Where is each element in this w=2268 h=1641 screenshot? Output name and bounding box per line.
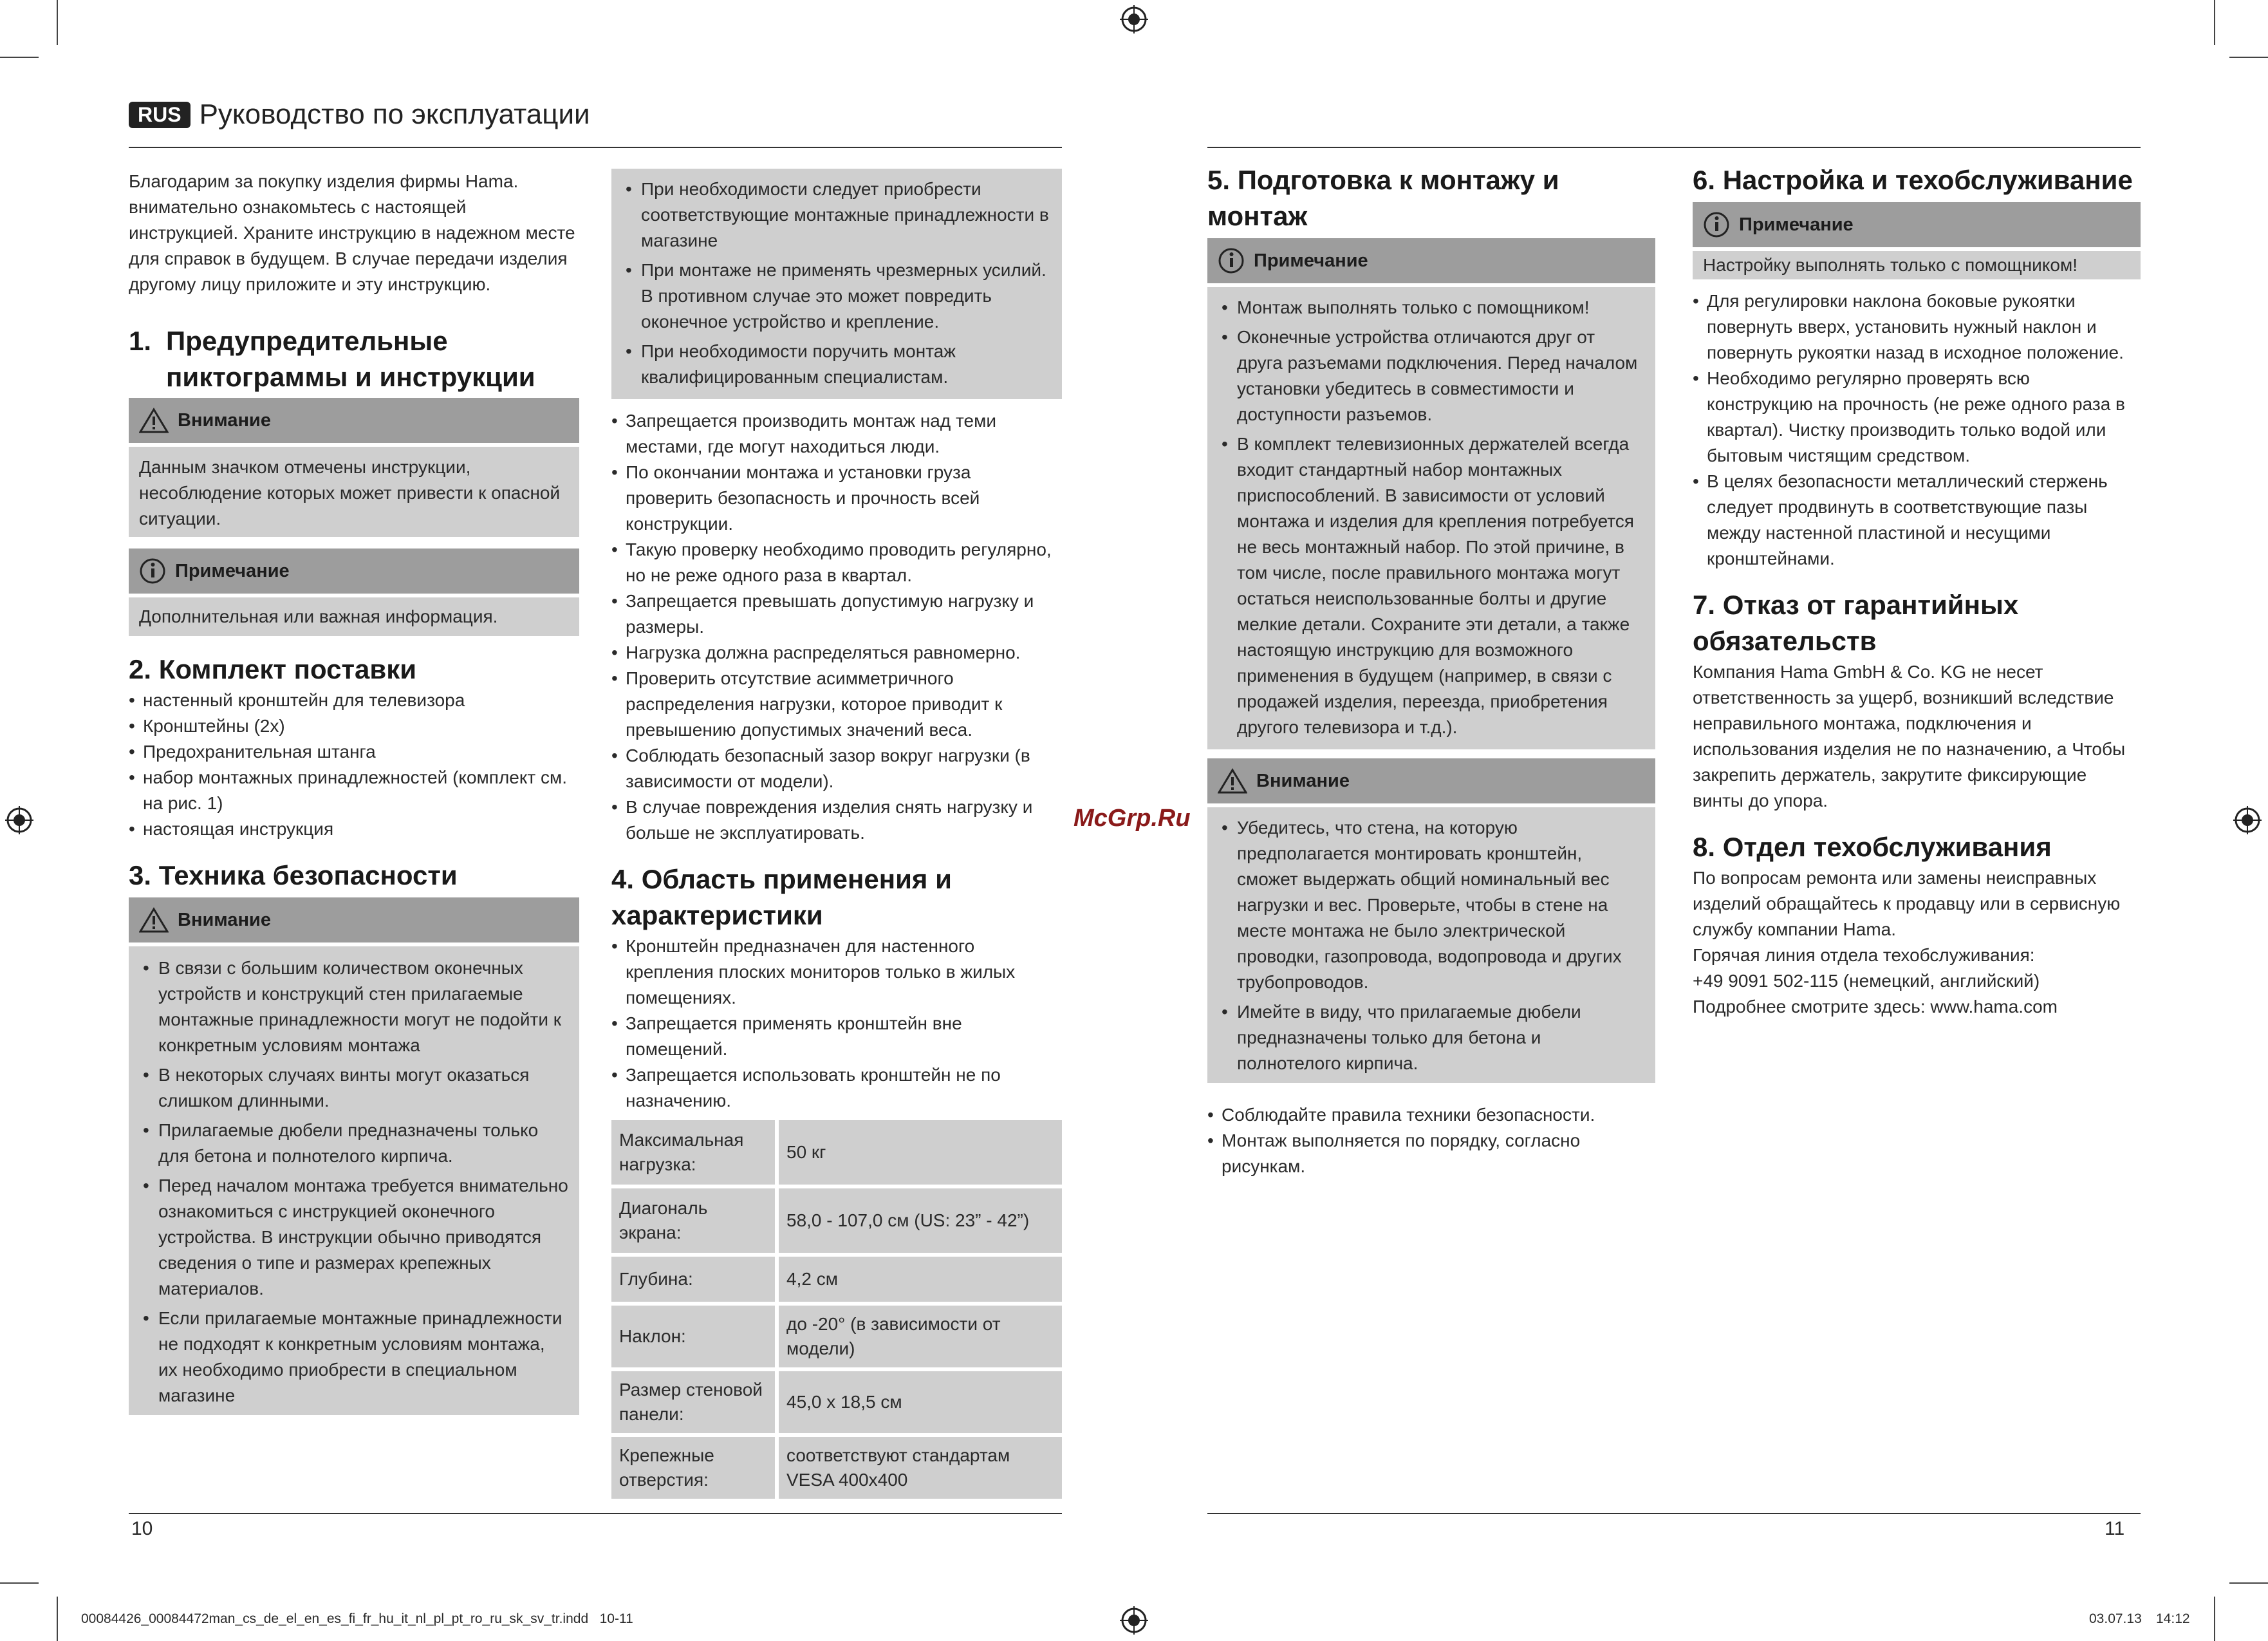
warning-body — [129, 946, 579, 1415]
page-number-left: 10 — [131, 1518, 153, 1539]
section-number: 1. — [129, 326, 152, 356]
warning-header — [129, 398, 579, 443]
spec-value: 4,2 см — [779, 1257, 1062, 1302]
spec-value: соответствуют стандартам VESA 400x400 — [779, 1437, 1062, 1499]
section-4-heading — [611, 861, 1062, 933]
list-item: • Монтаж выполнять только с помощником! — [1218, 295, 1645, 321]
list-item: • Имейте в виду, что прилагаемые дюбели предназначены только для бетона и полнотелого кирпича. — [1218, 999, 1645, 1076]
list-item: • Запрещается превышать допустимую нагрузку и размеры. — [611, 588, 1062, 640]
warranty-text: Компания Hama GmbH & Co. KG не несет ответственность за ущерб, возникший вследствие неправильного монтажа, подключения и использования изделия не по назначению, а Чтобы закрепить держатель, закрутите фиксирующие винты до упора. — [1693, 662, 2126, 811]
spec-label: Диагональ экрана: — [611, 1188, 775, 1253]
crop-mark — [57, 0, 58, 45]
list-item: • набор монтажных принадлежностей (комплект см. на рис. 1) — [129, 765, 579, 816]
mounting-list — [1207, 1102, 1655, 1179]
crop-mark — [2229, 1582, 2268, 1584]
spec-label: Размер стеновой панели: — [611, 1371, 775, 1433]
crop-mark — [0, 57, 39, 58]
list-item: • Кронштейны (2x) — [129, 713, 579, 739]
list-item: • Перед началом монтажа требуется внимательно ознакомиться с инструкцией оконечного устройства. В инструкции обычно приводятся сведения о типе и размерах крепежных материалов. — [139, 1173, 569, 1302]
note-box — [129, 549, 579, 636]
spec-label: Максимальная нагрузка: — [611, 1120, 775, 1185]
safety-warning-continued — [611, 169, 1062, 399]
list-item: • Запрещается применять кронштейн вне помещений. — [611, 1011, 1062, 1062]
list-item: • В комплект телевизионных держателей всегда входит стандартный набор монтажных приспособлений. В зависимости от условий монтажа и изделия для крепления потребуется не весь монтажный набор. По этой причине, в том числе, после правильного монтажа могут остаться неиспользованные болты и другие мелкие детали. Сохраните эти детали, а также настоящую инструкцию для возможного применения в будущем (например, в связи с продажей изделия, переезда, приобретения другого телевизора и т.д.). — [1218, 431, 1645, 740]
list-item: • Убедитесь, что стена, на которую предполагается монтировать кронштейн, сможет выдержать общий номинальный вес нагрузки и вес. Проверьте, чтобы в стене на месте монтажа не было электрической проводки, газопровода, водопровода и других трубопроводов. — [1218, 815, 1645, 995]
header-rule — [1207, 147, 2141, 148]
warning-triangle-icon — [139, 907, 169, 933]
column-2 — [611, 169, 1062, 1503]
print-date: 03.07.13 — [2089, 1611, 2142, 1626]
hotline-number: +49 9091 502-115 (немецкий, английский) — [1693, 971, 2040, 991]
spec-label: Наклон: — [611, 1306, 775, 1367]
warning-header — [1207, 758, 1655, 803]
list-item: • Запрещается использовать кронштейн не по назначению. — [611, 1062, 1062, 1114]
list-item: • Запрещается производить монтаж над теми местами, где могут находиться люди. — [611, 408, 1062, 460]
header-rule — [129, 147, 1062, 148]
registration-mark-icon — [1120, 5, 1148, 33]
warning-box — [129, 398, 579, 537]
page-header — [129, 98, 590, 131]
list-item: • По окончании монтажа и установки груза проверить безопасность и прочность всей конструкции. — [611, 460, 1062, 537]
list-item: • Соблюдайте правила техники безопасности. — [1207, 1102, 1655, 1128]
info-icon — [1703, 211, 1730, 238]
note-box — [1207, 238, 1655, 749]
warning-triangle-icon — [139, 408, 169, 433]
spec-label: Крепежные отверстия: — [611, 1437, 775, 1499]
column-3 — [1207, 162, 1655, 1179]
list-item: • При монтаже не применять чрезмерных усилий. В противном случае это может повредить оконечное устройство и крепление. — [622, 258, 1052, 335]
note-label: Примечание — [175, 560, 290, 581]
section-title: 7. Отказ от гарантийных — [1693, 590, 2019, 620]
list-item: • Проверить отсутствие асимметричного распределения нагрузки, которое приводит к превышению допустимых значений веса. — [611, 666, 1062, 743]
spec-value: 50 кг — [779, 1120, 1062, 1185]
section-5-title: 5. Подготовка к монтажу и — [1207, 165, 1559, 195]
warning-label: Внимание — [178, 909, 271, 930]
print-time: 14:12 — [2156, 1611, 2190, 1626]
more-info-text: Подробнее смотрите здесь: www.hama.com — [1693, 997, 2058, 1017]
intro-text: Благодарим за покупку изделия фирмы Hama. внимательно ознакомьтесь с настоящей инструкцией. Храните инструкцию в надежном месте для справок в будущем. В случае передачи изделия другому лицу приложите и эту инструкцию. — [129, 171, 575, 294]
warning-body — [1207, 807, 1655, 1083]
table-row — [611, 1306, 1062, 1367]
column-4 — [1693, 162, 2141, 1020]
list-item: • В целях безопасности металлический стержень следует продвинуть в соответствующие пазы между настенной пластиной и несущими кронштейнами. — [1693, 469, 2141, 572]
specs-table — [608, 1116, 1066, 1503]
page-title: Руководство по эксплуатации — [199, 98, 590, 130]
warning-body — [129, 447, 579, 537]
note-box — [1693, 202, 2141, 279]
list-item: • Кронштейн предназначен для настенного крепления плоских мониторов только в жилых помещениях. — [611, 933, 1062, 1011]
note-text: Настройку выполнять только с помощником! — [1703, 255, 2077, 275]
table-row — [611, 1437, 1062, 1499]
list-item: • В случае повреждения изделия снять нагрузку и больше не эксплуатировать. — [611, 794, 1062, 846]
list-item: • Оконечные устройства отличаются друг от друга разъемами подключения. Перед началом установки убедитесь в совместимости и доступности разъемов. — [1218, 324, 1645, 427]
column-1 — [129, 169, 579, 1415]
section-7-heading — [1693, 587, 2141, 659]
section-title: Предупредительные — [166, 326, 448, 356]
hotline-label: Горячая линия отдела техобслуживания: — [1693, 945, 2035, 965]
language-badge: RUS — [129, 102, 191, 128]
section-title: 4. Область применения и — [611, 864, 952, 894]
section-5-title: монтаж — [1207, 201, 1308, 231]
list-item: • В некоторых случаях винты могут оказаться слишком длинными. — [139, 1062, 569, 1114]
registration-mark-icon — [5, 806, 33, 834]
list-item: • При необходимости следует приобрести соответствующие монтажные принадлежности в магазине — [622, 176, 1052, 254]
section-1-heading — [129, 323, 579, 395]
warning-triangle-icon — [1218, 768, 1247, 794]
section-3-title: 3. Техника безопасности — [129, 860, 458, 890]
crop-mark — [57, 1597, 58, 1641]
warning-text: Данным значком отмечены инструкции, несоблюдение которых может привести к опасной ситуации. — [139, 457, 561, 529]
info-icon — [1218, 247, 1245, 274]
crop-mark — [2214, 1597, 2215, 1641]
list-item: • Для регулировки наклона боковые рукоятки повернуть вверх, установить нужный наклон и повернуть рукоятки назад в исходное положение. — [1693, 288, 2141, 366]
section-8-title: 8. Отдел техобслуживания — [1693, 832, 2052, 862]
list-item: • Соблюдать безопасный зазор вокруг нагрузки (в зависимости от модели). — [611, 743, 1062, 794]
table-row — [611, 1257, 1062, 1302]
note-text: Дополнительная или важная информация. — [139, 606, 498, 626]
list-item: • Необходимо регулярно проверять всю конструкцию на прочность (не реже одного раза в квартал). Чистку производить только водой или бытовым чистящим средством. — [1693, 366, 2141, 469]
section-title: характеристики — [611, 900, 823, 930]
warning-label: Внимание — [178, 409, 271, 431]
list-item: • Нагрузка должна распределяться равномерно. — [611, 640, 1062, 666]
spec-label: Глубина: — [611, 1257, 775, 1302]
note-header — [1207, 238, 1655, 283]
crop-mark — [0, 1582, 39, 1584]
warning-header — [129, 897, 579, 942]
note-body — [129, 597, 579, 636]
maintenance-list — [1693, 288, 2141, 572]
section-title: пиктограммы и инструкции — [166, 362, 535, 392]
list-item: • Такую проверку необходимо проводить регулярно, но не реже одного раза в квартал. — [611, 537, 1062, 588]
usage-list — [611, 933, 1062, 1114]
list-item: • Предохранительная штанга — [129, 739, 579, 765]
list-item: • При необходимости поручить монтаж квалифицированным специалистам. — [622, 339, 1052, 390]
service-text: По вопросам ремонта или замены неисправных изделий обращайтесь к продавцу или в сервисную службу компании Hama. — [1693, 868, 2121, 939]
list-item: • Если прилагаемые монтажные принадлежности не подходят к конкретным условиям монтажа, их необходимо приобрести в специальном магазине — [139, 1306, 569, 1409]
page-number-right: 11 — [2105, 1518, 2125, 1539]
safety-warning-box — [129, 897, 579, 1415]
spec-value: 58,0 - 107,0 см (US: 23” - 42”) — [779, 1188, 1062, 1253]
footer-rule — [129, 1513, 1062, 1514]
warning-label: Внимание — [1256, 770, 1350, 791]
list-item: • В связи с большим количеством оконечных устройств и конструкций стен прилагаемые монтажные принадлежности могут не подойти к конкретным условиям монтажа — [139, 955, 569, 1058]
note-body — [1207, 287, 1655, 749]
safety-list — [611, 408, 1062, 846]
table-row — [611, 1120, 1062, 1185]
section-6-title: 6. Настройка и техобслуживание — [1693, 165, 2133, 195]
note-header — [1693, 202, 2141, 247]
list-item: • Прилагаемые дюбели предназначены только для бетона и полнотелого кирпича. — [139, 1118, 569, 1169]
spec-value: 45,0 x 18,5 см — [779, 1371, 1062, 1433]
info-icon — [139, 558, 166, 585]
warning-box — [1207, 758, 1655, 1083]
spec-value: до -20° (в зависимости от модели) — [779, 1306, 1062, 1367]
watermark: McGrp.Ru — [1074, 805, 1191, 832]
delivery-list — [129, 688, 579, 842]
registration-mark-icon — [2233, 806, 2262, 834]
note-body — [1693, 251, 2141, 279]
crop-mark — [2229, 57, 2268, 58]
list-item: • настенный кронштейн для телевизора — [129, 688, 579, 713]
registration-mark-icon — [1120, 1606, 1148, 1635]
table-row — [611, 1188, 1062, 1253]
list-item: • настоящая инструкция — [129, 816, 579, 842]
table-row — [611, 1371, 1062, 1433]
print-slug: 00084426_00084472man_cs_de_el_en_es_fi_fr_hu_it_nl_pl_pt_ro_ru_sk_sv_tr.indd 10-11 — [81, 1611, 633, 1626]
note-label: Примечание — [1254, 250, 1368, 271]
footer-rule — [1207, 1513, 2141, 1514]
list-item: • Монтаж выполняется по порядку, согласно рисункам. — [1207, 1128, 1655, 1179]
section-title: обязательств — [1693, 626, 1877, 656]
section-2-title: 2. Комплект поставки — [129, 654, 417, 684]
crop-mark — [2214, 0, 2215, 45]
note-label: Примечание — [1739, 214, 1854, 235]
note-header — [129, 549, 579, 594]
